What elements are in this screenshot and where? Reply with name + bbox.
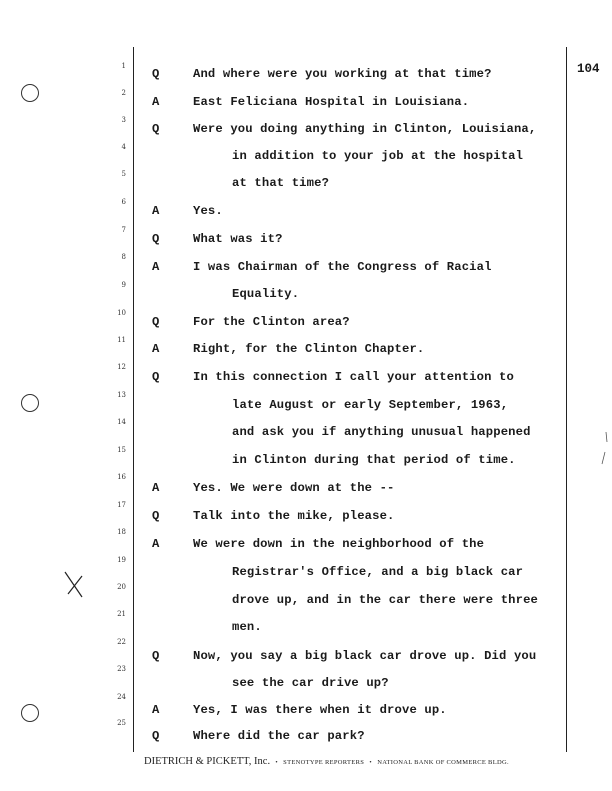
line-text: East Feliciana Hospital in Louisiana. — [193, 95, 470, 109]
speaker-label: A — [152, 95, 160, 109]
left-margin-rule — [133, 47, 134, 752]
line-text: We were down in the neighborhood of the — [193, 537, 485, 551]
speaker-label: A — [152, 481, 160, 495]
handwritten-x-mark — [62, 570, 86, 600]
line-number: 15 — [117, 446, 126, 454]
binder-hole-bottom — [21, 704, 39, 722]
line-text: And where were you working at that time? — [193, 67, 492, 81]
line-number: 17 — [117, 501, 126, 509]
line-text: What was it? — [193, 232, 283, 246]
line-text: Yes. — [193, 204, 223, 218]
speaker-label: A — [152, 537, 160, 551]
line-text: Right, for the Clinton Chapter. — [193, 342, 425, 356]
footer-address: NATIONAL BANK OF COMMERCE BLDG. — [377, 759, 509, 766]
line-number: 25 — [117, 719, 126, 727]
footer-separator: • — [275, 759, 278, 766]
line-number: 3 — [121, 116, 126, 124]
line-number: 24 — [117, 693, 126, 701]
line-text: Talk into the mike, please. — [193, 509, 395, 523]
line-number: 16 — [117, 473, 126, 481]
line-text: Were you doing anything in Clinton, Louisiana, — [193, 122, 537, 136]
line-number: 6 — [121, 198, 126, 206]
speaker-label: A — [152, 342, 160, 356]
line-number: 5 — [121, 170, 126, 178]
line-text: in Clinton during that period of time. — [232, 453, 516, 467]
line-number: 12 — [117, 363, 126, 371]
line-text: Yes. We were down at the -- — [193, 481, 395, 495]
line-text: Yes, I was there when it drove up. — [193, 703, 447, 717]
line-number: 13 — [117, 391, 126, 399]
line-text: Where did the car park? — [193, 729, 365, 743]
speaker-label: Q — [152, 649, 160, 663]
page-number: 104 — [577, 62, 600, 76]
line-text: Equality. — [232, 287, 300, 301]
speaker-label: A — [152, 703, 160, 717]
line-text: In this connection I call your attention to — [193, 370, 514, 384]
line-number: 9 — [121, 281, 126, 289]
footer-service: STENOTYPE REPORTERS — [283, 759, 365, 766]
line-number: 18 — [117, 528, 126, 536]
line-number: 7 — [121, 226, 126, 234]
line-number: 21 — [117, 610, 126, 618]
line-number: 4 — [121, 143, 126, 151]
binder-hole-middle — [21, 394, 39, 412]
line-text: at that time? — [232, 176, 330, 190]
speaker-label: Q — [152, 122, 160, 136]
speaker-label: Q — [152, 729, 160, 743]
speaker-label: A — [152, 260, 160, 274]
speaker-label: Q — [152, 315, 160, 329]
line-text: For the Clinton area? — [193, 315, 350, 329]
footer-separator: • — [369, 759, 372, 766]
footer — [144, 756, 509, 767]
line-number: 8 — [121, 253, 126, 261]
line-number: 19 — [117, 556, 126, 564]
line-text: drove up, and in the car there were three — [232, 593, 539, 607]
line-number: 22 — [117, 638, 126, 646]
line-text: I was Chairman of the Congress of Racial — [193, 260, 492, 274]
binder-hole-top — [21, 84, 39, 102]
line-number: 11 — [117, 336, 126, 344]
line-number: 2 — [121, 89, 126, 97]
margin-mark — [600, 430, 610, 470]
line-text: late August or early September, 1963, — [232, 398, 509, 412]
line-text: in addition to your job at the hospital — [232, 149, 524, 163]
line-text: and ask you if anything unusual happened — [232, 425, 531, 439]
line-text: men. — [232, 620, 262, 634]
line-text: see the car drive up? — [232, 676, 389, 690]
speaker-label: Q — [152, 232, 160, 246]
line-text: Now, you say a big black car drove up. Did you — [193, 649, 537, 663]
speaker-label: Q — [152, 509, 160, 523]
line-number: 23 — [117, 665, 126, 673]
speaker-label: A — [152, 204, 160, 218]
line-text: Registrar's Office, and a big black car — [232, 565, 524, 579]
right-margin-rule — [566, 47, 567, 752]
speaker-label: Q — [152, 67, 160, 81]
line-number: 20 — [117, 583, 126, 591]
line-number: 14 — [117, 418, 126, 426]
line-number: 1 — [121, 62, 126, 70]
speaker-label: Q — [152, 370, 160, 384]
footer-firm: DIETRICH & PICKETT, Inc. — [144, 756, 271, 767]
line-number: 10 — [117, 309, 126, 317]
